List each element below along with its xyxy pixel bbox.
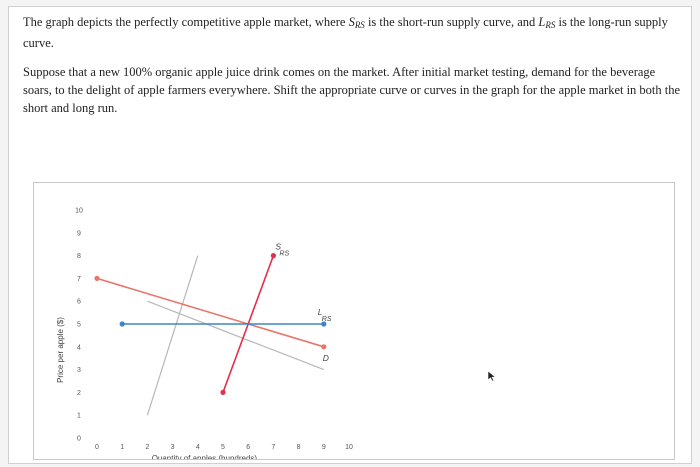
d-end-handle[interactable]: [321, 344, 326, 349]
x-tick-label: 3: [170, 444, 175, 451]
question-text-part: is the long-run supply curve.: [23, 15, 668, 50]
y-tick-label: 4: [77, 344, 81, 352]
x-tick-label: 7: [271, 444, 276, 451]
supply-demand-chart[interactable]: [34, 183, 674, 459]
lrs-subscript: RS: [545, 20, 556, 30]
y-tick-label: 10: [75, 207, 83, 215]
original-srs-curve: [147, 256, 197, 416]
y-tick-label: 9: [77, 230, 81, 238]
x-tick-label: 4: [195, 444, 200, 451]
x-tick-label: 6: [246, 444, 251, 451]
y-tick-label: 1: [77, 412, 81, 420]
lrs-start-handle[interactable]: [120, 321, 125, 326]
srs-label-subscript: RS: [279, 250, 290, 258]
lrs-symbol: L: [538, 15, 546, 29]
y-tick-label: 5: [77, 321, 81, 329]
srs-symbol: S: [348, 15, 355, 29]
y-tick-label: 6: [77, 298, 81, 306]
srs-subscript: RS: [354, 20, 365, 30]
srs-label: S: [275, 241, 282, 252]
question-text: [23, 13, 683, 128]
question-card: [8, 6, 692, 464]
x-tick-label: 10: [345, 444, 353, 451]
y-tick-label: 2: [77, 389, 81, 397]
d-label: D: [322, 352, 329, 363]
x-tick-label: 1: [120, 444, 125, 451]
srs-start-handle[interactable]: [220, 390, 225, 395]
x-tick-label: 0: [95, 444, 99, 451]
y-tick-label: 3: [77, 367, 81, 375]
y-tick-label: 7: [77, 275, 81, 283]
question-text-part: The graph depicts the perfectly competitive apple market, where: [23, 15, 349, 29]
y-tick-label: 8: [77, 253, 81, 261]
graph-panel[interactable]: [33, 182, 675, 460]
lrs-label-subscript: RS: [321, 316, 332, 323]
x-tick-label: 8: [296, 444, 301, 451]
x-tick-label: 5: [221, 444, 225, 451]
mouse-cursor-icon: [487, 370, 497, 382]
question-paragraph-1: [23, 13, 683, 52]
x-tick-label: 9: [321, 444, 326, 451]
x-tick-label: 2: [145, 444, 150, 451]
y-tick-label: 0: [77, 435, 81, 443]
x-axis-label: Quantity of apples (hundreds): [151, 454, 258, 459]
y-axis-label: Price per apple ($): [56, 317, 65, 383]
d-curve[interactable]: [97, 278, 324, 346]
question-paragraph-2: Suppose that a new 100% organic apple juice drink comes on the market. After initial market testing, demand for the beverage soars, to the delight of apple farmers everywhere. Shift the appropriate curve or curves in the graph for the apple market in both the short and long run.: [23, 65, 681, 115]
question-text-part: is the short-run supply curve, and: [364, 15, 539, 29]
d-start-handle[interactable]: [94, 276, 99, 281]
lrs-label: L: [317, 307, 323, 317]
srs-end-handle[interactable]: [271, 253, 276, 258]
